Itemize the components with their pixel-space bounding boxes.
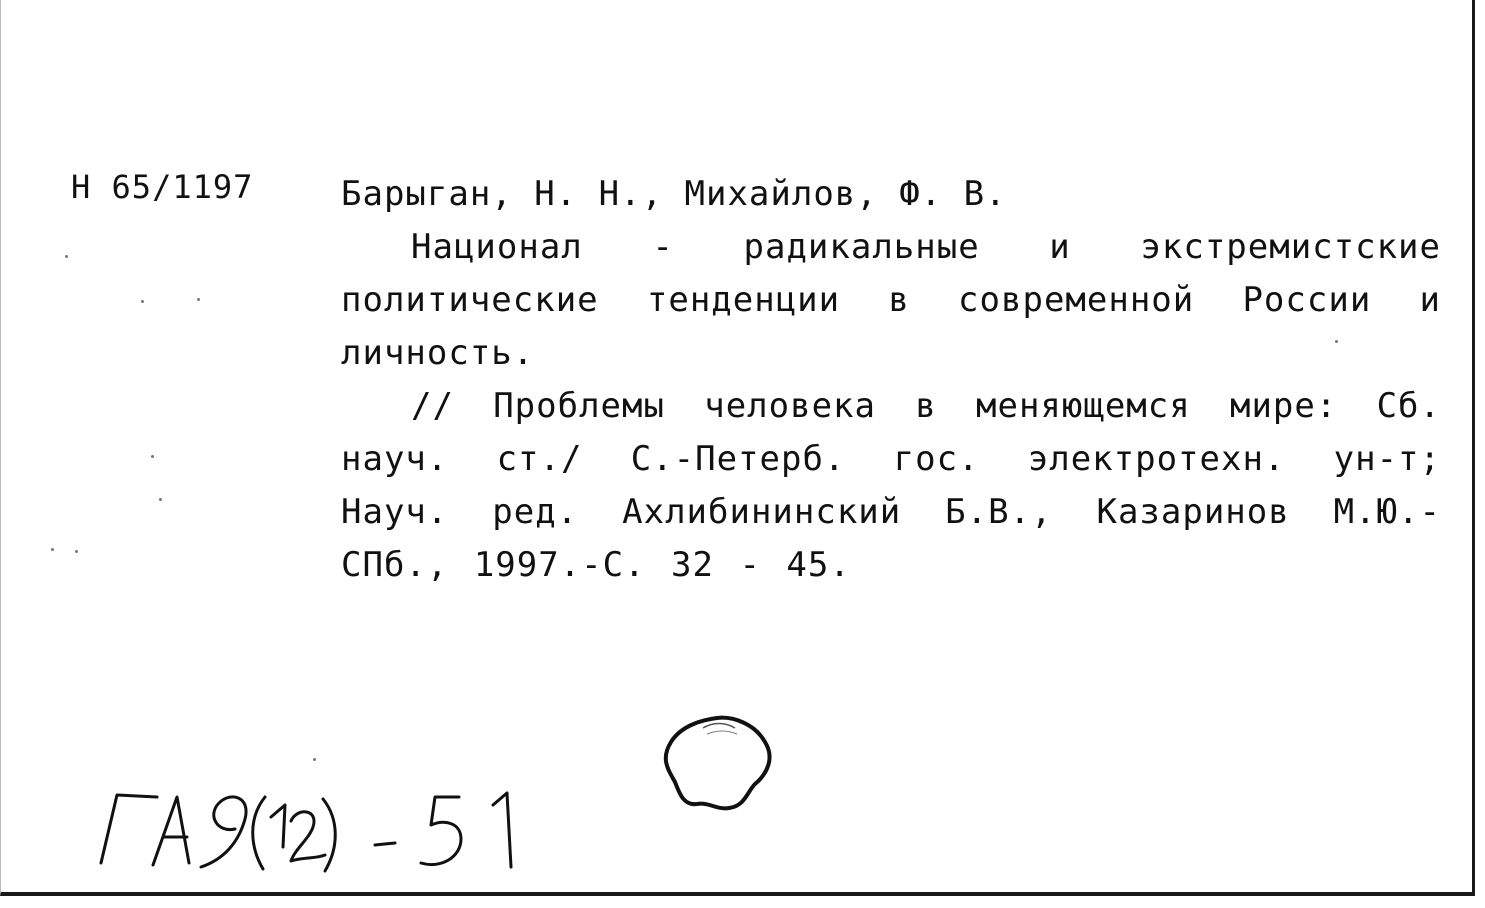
scan-speck (151, 455, 154, 458)
authors-line: Барыган, Н. Н., Михайлов, Ф. В. (341, 174, 1007, 214)
scan-speck (159, 498, 162, 501)
scan-speck (197, 298, 200, 301)
scan-speck (51, 548, 54, 551)
shelfmark: Н 65/1197 (71, 168, 254, 206)
scan-speck (65, 255, 68, 258)
handwritten-classification-code (93, 775, 533, 885)
bibliographic-entry (341, 168, 1441, 592)
source-paragraph: // Проблемы человека в меняющемся мире: Сб. науч. ст./ С.-Петерб. гос. электротехн. ун-т; Науч. ред. Ахлибининский Б.В., Казаринов М.Ю.- СПб., 1997.-С. 32 - 45. (341, 386, 1441, 585)
scan-speck (313, 758, 316, 761)
scan-speck (141, 300, 144, 303)
title-paragraph: Национал - радикальные и экстремистские политические тенденции в современной России и личность. (341, 227, 1441, 373)
scan-speck (1335, 340, 1338, 343)
library-stamp-seal (659, 712, 777, 814)
scan-speck (75, 550, 78, 553)
